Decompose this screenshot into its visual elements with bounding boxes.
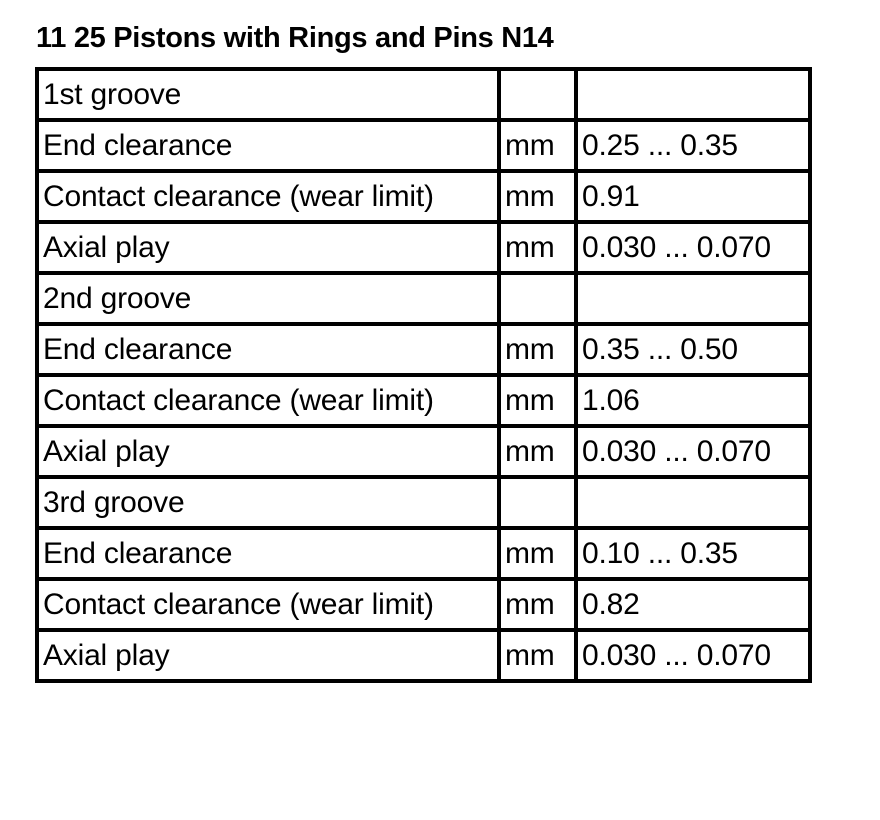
table-row bbox=[37, 69, 810, 120]
table-row bbox=[37, 324, 810, 375]
parameter-cell: End clearance bbox=[37, 120, 499, 171]
document-title: 11 25 Pistons with Rings and Pins N14 bbox=[36, 22, 554, 54]
value-cell: 0.25 ... 0.35 bbox=[576, 120, 810, 171]
unit-cell: mm bbox=[499, 528, 576, 579]
unit-cell bbox=[499, 477, 576, 528]
unit-cell: mm bbox=[499, 375, 576, 426]
parameter-cell: Contact clearance (wear limit) bbox=[37, 579, 499, 630]
table-row bbox=[37, 477, 810, 528]
spec-table bbox=[35, 67, 812, 683]
unit-cell: mm bbox=[499, 171, 576, 222]
parameter-cell: Axial play bbox=[37, 222, 499, 273]
parameter-cell: Contact clearance (wear limit) bbox=[37, 171, 499, 222]
unit-cell: mm bbox=[499, 426, 576, 477]
parameter-cell: End clearance bbox=[37, 324, 499, 375]
parameter-cell: Contact clearance (wear limit) bbox=[37, 375, 499, 426]
table-row bbox=[37, 630, 810, 681]
parameter-cell: 1st groove bbox=[37, 69, 499, 120]
value-cell: 0.10 ... 0.35 bbox=[576, 528, 810, 579]
value-cell bbox=[576, 69, 810, 120]
value-cell: 0.82 bbox=[576, 579, 810, 630]
unit-cell: mm bbox=[499, 324, 576, 375]
table-row bbox=[37, 171, 810, 222]
value-cell: 0.030 ... 0.070 bbox=[576, 222, 810, 273]
unit-cell: mm bbox=[499, 222, 576, 273]
parameter-cell: 2nd groove bbox=[37, 273, 499, 324]
unit-cell bbox=[499, 69, 576, 120]
value-cell: 0.030 ... 0.070 bbox=[576, 630, 810, 681]
unit-cell: mm bbox=[499, 579, 576, 630]
table-row bbox=[37, 273, 810, 324]
value-cell: 1.06 bbox=[576, 375, 810, 426]
table-row bbox=[37, 426, 810, 477]
parameter-cell: Axial play bbox=[37, 426, 499, 477]
table-row bbox=[37, 120, 810, 171]
unit-cell: mm bbox=[499, 630, 576, 681]
table-row bbox=[37, 579, 810, 630]
parameter-cell: Axial play bbox=[37, 630, 499, 681]
parameter-cell: End clearance bbox=[37, 528, 499, 579]
table-row bbox=[37, 222, 810, 273]
unit-cell: mm bbox=[499, 120, 576, 171]
value-cell: 0.91 bbox=[576, 171, 810, 222]
value-cell bbox=[576, 273, 810, 324]
value-cell: 0.030 ... 0.070 bbox=[576, 426, 810, 477]
unit-cell bbox=[499, 273, 576, 324]
table-row bbox=[37, 375, 810, 426]
value-cell bbox=[576, 477, 810, 528]
parameter-cell: 3rd groove bbox=[37, 477, 499, 528]
value-cell: 0.35 ... 0.50 bbox=[576, 324, 810, 375]
table-row bbox=[37, 528, 810, 579]
